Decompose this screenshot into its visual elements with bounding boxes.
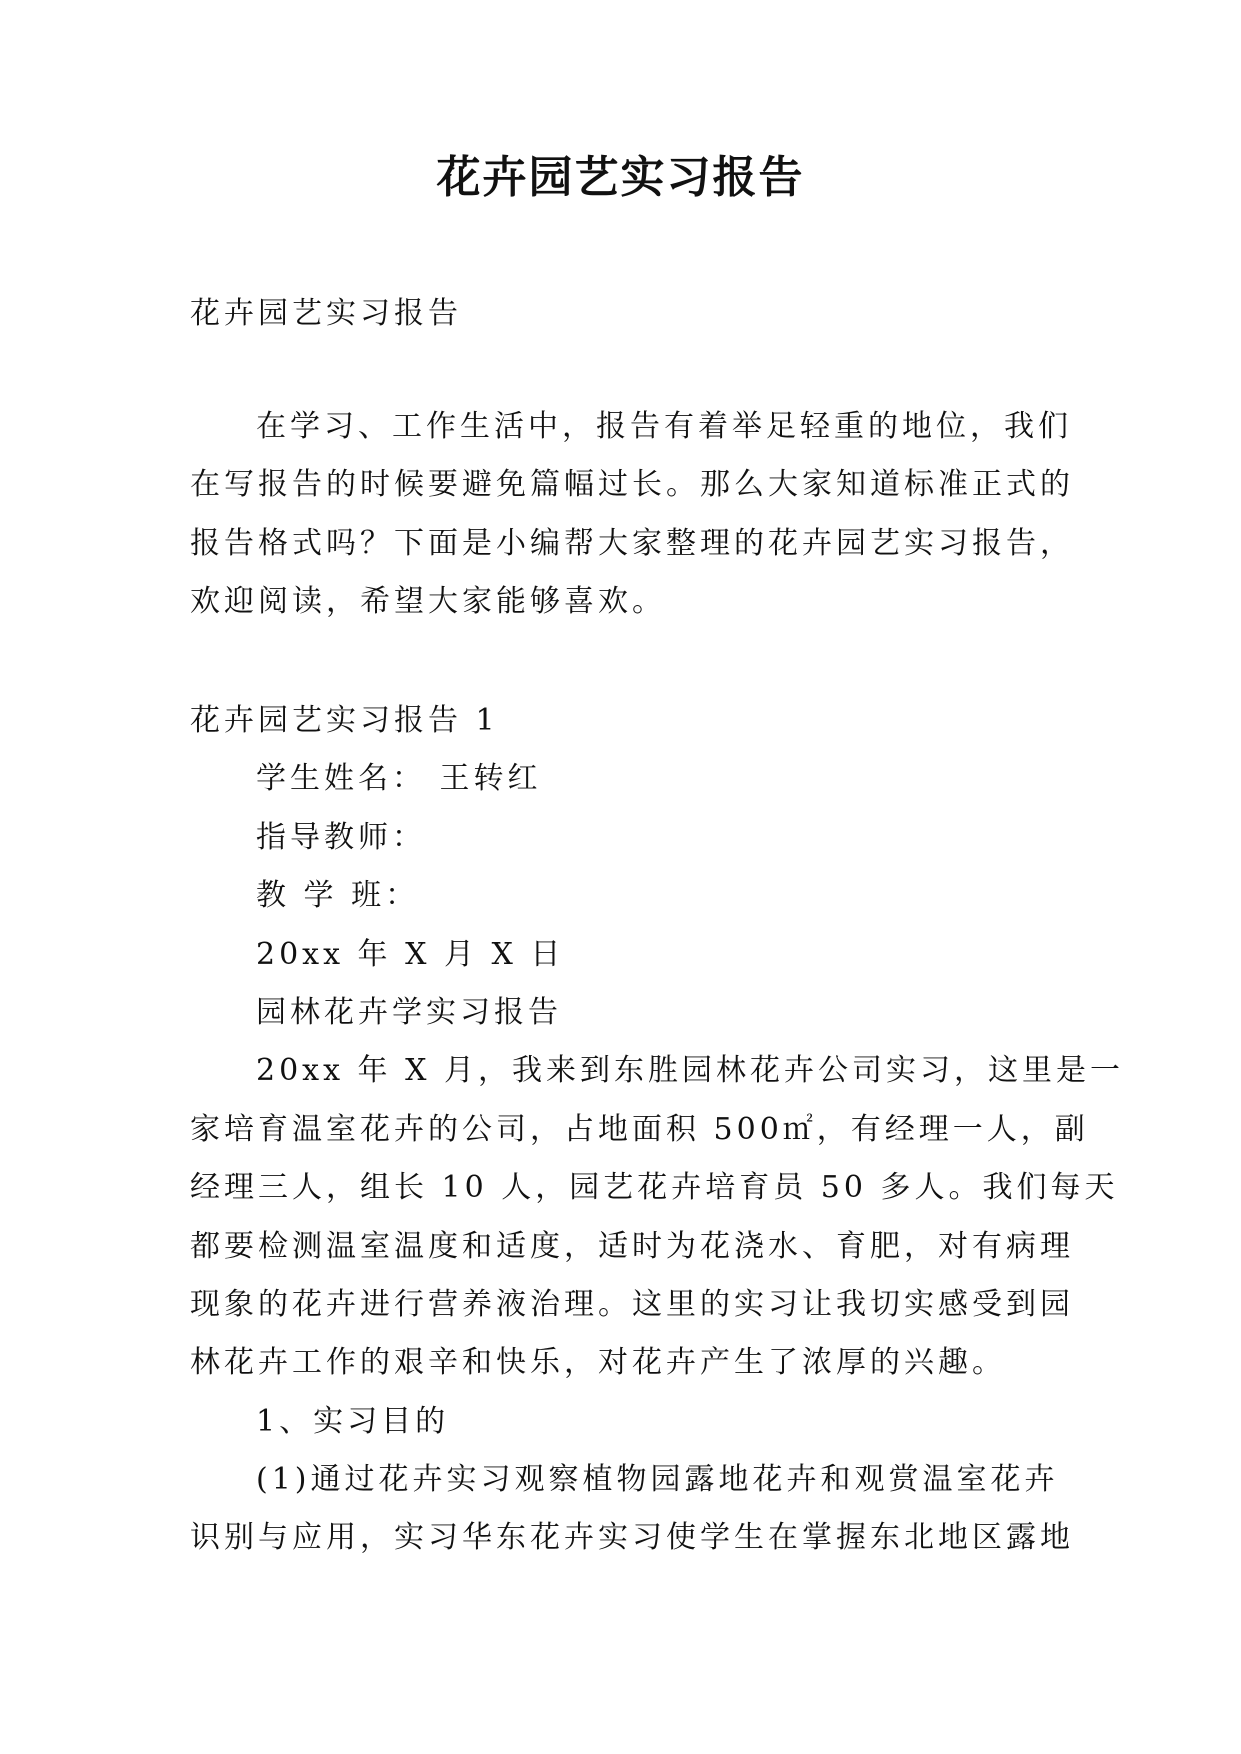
intro-line: 在学习、工作生活中，报告有着举足轻重的地位，我们 [256,409,1072,444]
document-subtitle: 花卉园艺实习报告 [190,296,462,331]
body-line: 林花卉工作的艰辛和快乐，对花卉产生了浓厚的兴趣。 [190,1345,1006,1381]
body-line: 20xx 年 X 月，我来到东胜园林花卉公司实习，这里是一 [256,1053,1124,1089]
intro-paragraph [190,398,1074,632]
body-line: 现象的花卉进行营养液治理。这里的实习让我切实感受到园 [190,1286,1074,1322]
purpose-line: (1)通过花卉实习观察植物园露地花卉和观赏温室花卉 [256,1462,1059,1498]
purpose-heading: 1、实习目的 [256,1403,450,1439]
body-line: 家培育温室花卉的公司，占地面积 500㎡，有经理一人，副 [190,1111,1089,1147]
student-name: 学生姓名： 王转红 [256,761,542,797]
report-title: 园林花卉学实习报告 [256,994,562,1030]
intro-line: 欢迎阅读，希望大家能够喜欢。 [190,584,666,620]
body-line: 经理三人，组长 10 人，园艺花卉培育员 50 多人。我们每天 [190,1170,1119,1206]
class-info: 教 学 班： [256,878,420,914]
report-section [190,692,1124,1568]
document-title: 花卉园艺实习报告 [436,152,805,203]
section-heading: 花卉园艺实习报告 1 [190,703,499,738]
instructor: 指导教师： [256,819,426,855]
report-date: 20xx 年 X 月 X 日 [256,936,565,972]
purpose-line: 识别与应用，实习华东花卉实习使学生在掌握东北地区露地 [190,1520,1074,1556]
intro-line: 在写报告的时候要避免篇幅过长。那么大家知道标准正式的 [190,467,1074,503]
intro-line: 报告格式吗？下面是小编帮大家整理的花卉园艺实习报告， [190,525,1074,561]
body-line: 都要检测温室温度和适度，适时为花浇水、育肥，对有病理 [190,1228,1074,1264]
